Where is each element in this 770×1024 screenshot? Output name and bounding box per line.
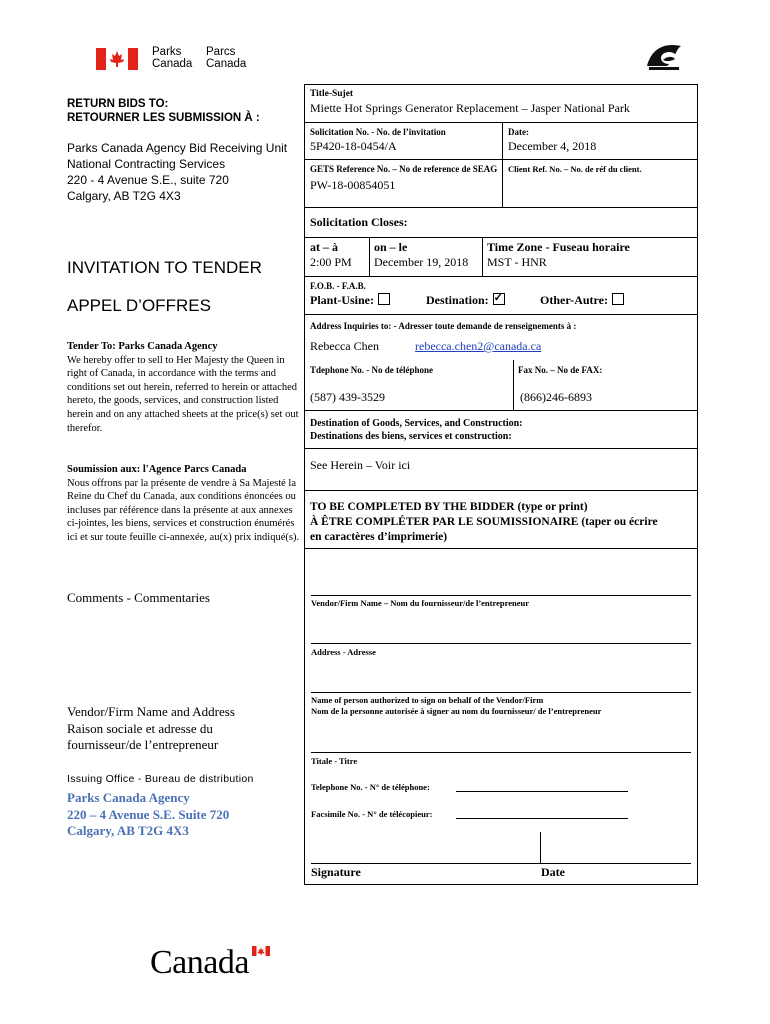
vendor-firm-line3: fournisseur/de l’entrepreneur bbox=[67, 737, 219, 752]
address-inquiries-label: Address Inquiries to: - Adresser toute demande de renseignements à : bbox=[310, 321, 577, 331]
parks-beaver-logo-icon bbox=[645, 40, 683, 74]
gets-label: GETS Reference No. – No de reference de SEAG bbox=[310, 164, 498, 174]
tender-to-label: Tender To: Parks Canada Agency bbox=[67, 341, 218, 352]
authorized-person-label-en: Name of person authorized to sign on behalf of the Vendor/Firm bbox=[311, 695, 544, 705]
on-label: on – le bbox=[374, 240, 408, 254]
signature-label: Signature bbox=[311, 865, 361, 879]
destination-goods-label: Destination of Goods, Services, and Construction: bbox=[310, 418, 523, 429]
telephone-field-line[interactable] bbox=[456, 791, 628, 792]
date-label: Date: bbox=[508, 127, 529, 137]
destination-value: See Herein – Voir ici bbox=[310, 458, 411, 472]
facsimile-field-label: Facsimile No. - N° de télécopieur: bbox=[311, 809, 433, 819]
retourner-heading: RETOURNER LES SUBMISSION À : bbox=[67, 112, 260, 124]
other-autre-checkbox[interactable] bbox=[612, 293, 624, 305]
comments-label: Comments - Commentaries bbox=[67, 590, 210, 605]
tender-to-text: We hereby offer to sell to Her Majesty the Queen in right of Canada, in accordance with the terms and conditions set out herein, referred to herein or attached hereto, the goods, services, and construction listed herein and on any attached sheets at the price(s) set out therefor. bbox=[67, 354, 299, 434]
parcs-fr-line2: Canada bbox=[206, 58, 247, 70]
date-value: December 4, 2018 bbox=[508, 139, 597, 153]
appel-title: APPEL D’OFFRES bbox=[67, 296, 211, 315]
return-address-line: Calgary, AB T2G 4X3 bbox=[67, 189, 181, 203]
canada-wordmark bbox=[150, 944, 275, 982]
form-box bbox=[304, 84, 698, 885]
on-value: December 19, 2018 bbox=[374, 254, 469, 269]
return-bids-heading: RETURN BIDS TO: bbox=[67, 98, 169, 110]
return-address-line: 220 - 4 Avenue S.E., suite 720 bbox=[67, 173, 229, 187]
destination-checkbox[interactable] bbox=[493, 293, 505, 305]
issuing-office-label: Issuing Office - Bureau de distribution bbox=[67, 773, 254, 785]
office-line: Parks Canada Agency bbox=[67, 790, 190, 805]
vendor-firm-line2: Raison sociale et adresse du bbox=[67, 720, 213, 736]
contact-name: Rebecca Chen bbox=[310, 339, 379, 353]
at-value: 2:00 PM bbox=[310, 254, 352, 269]
parks-en-line2: Canada bbox=[152, 58, 193, 70]
time-zone-value: MST - HNR bbox=[487, 254, 547, 269]
destinations-biens-label: Destinations des biens, services et construction: bbox=[310, 431, 512, 442]
telephone-label: Tdephone No. - No de téléphone bbox=[310, 365, 434, 375]
facsimile-field-line[interactable] bbox=[456, 818, 628, 819]
title-label: Title-Sujet bbox=[310, 89, 354, 99]
gets-value: PW-18-00854051 bbox=[310, 178, 396, 192]
parks-canada-logo bbox=[96, 46, 256, 72]
other-autre-label: Other-Autre: bbox=[540, 293, 608, 307]
telephone-value: (587) 439-3529 bbox=[310, 390, 385, 404]
canada-wordmark-text: Canada bbox=[150, 944, 249, 981]
solicitation-label: Solicitation No. - No. de l’invitation bbox=[310, 127, 446, 137]
bidder-heading-line1: TO BE COMPLETED BY THE BIDDER (type or print) bbox=[310, 501, 588, 513]
title-field-label: Titale - Titre bbox=[311, 756, 358, 766]
plant-usine-checkbox[interactable] bbox=[378, 293, 390, 305]
bidder-heading-line2: À ÊTRE COMPLÉTER PAR LE SOUMISSIONAIRE (taper ou écrire bbox=[310, 516, 658, 528]
solicitation-closes-label: Solicitation Closes: bbox=[310, 215, 408, 229]
canada-flag-icon bbox=[96, 48, 138, 70]
authorized-person-label-fr: Nom de la personne autorisée à signer au nom du fournisseur/ de l’entrepreneur bbox=[311, 706, 602, 716]
date-field-label: Date bbox=[541, 865, 565, 879]
office-line: Calgary, AB T2G 4X3 bbox=[67, 823, 189, 838]
fax-value: (866)246-6893 bbox=[520, 390, 592, 404]
parcs-fr-line1: Parcs bbox=[206, 46, 236, 58]
soumission-text: Nous offrons par la présente de vendre à Sa Majesté la Reine du Chef du Canada, aux conditions énoncées ou incluses par référence dans la présente at aux annexes ci-jointes, les biens, services et construction énumérés ici et sur toute feuille ci-annexée, au(x) prix indiqué(s). bbox=[67, 477, 300, 543]
fax-label: Fax No. – No de FAX: bbox=[518, 365, 603, 375]
time-zone-label: Time Zone - Fuseau horaire bbox=[487, 240, 630, 254]
telephone-field-label: Telephone No. - N° de téléphone: bbox=[311, 782, 430, 792]
return-address-line: Parks Canada Agency Bid Receiving Unit bbox=[67, 141, 288, 155]
solicitation-value: 5P420-18-0454/A bbox=[310, 139, 397, 153]
address-field-label: Address - Adresse bbox=[311, 647, 376, 657]
invitation-title: INVITATION TO TENDER bbox=[67, 258, 262, 277]
return-address bbox=[67, 140, 287, 204]
parks-en-line1: Parks bbox=[152, 46, 182, 58]
client-ref-label: Client Ref. No. – No. de réf du client. bbox=[508, 164, 642, 174]
return-address-line: National Contracting Services bbox=[67, 157, 226, 171]
vendor-firm-field-label: Vendor/Firm Name – Nom du fournisseur/de l’entrepreneur bbox=[311, 598, 529, 608]
office-line: 220 – 4 Avenue S.E. Suite 720 bbox=[67, 806, 230, 822]
title-value: Miette Hot Springs Generator Replacement – Jasper National Park bbox=[310, 101, 630, 115]
vendor-firm-line1: Vendor/Firm Name and Address bbox=[67, 704, 235, 719]
fob-label: F.O.B. - F.A.B. bbox=[310, 281, 366, 291]
plant-usine-label: Plant-Usine: bbox=[310, 293, 374, 307]
destination-label: Destination: bbox=[426, 293, 489, 307]
bidder-heading-line3: en caractères d’imprimerie) bbox=[310, 531, 448, 543]
canada-wordmark-flag-icon bbox=[252, 946, 270, 956]
contact-email-link[interactable]: rebecca.chen2@canada.ca bbox=[415, 339, 542, 353]
at-label: at – à bbox=[310, 240, 338, 254]
soumission-label: Soumission aux: l'Agence Parcs Canada bbox=[67, 464, 247, 475]
